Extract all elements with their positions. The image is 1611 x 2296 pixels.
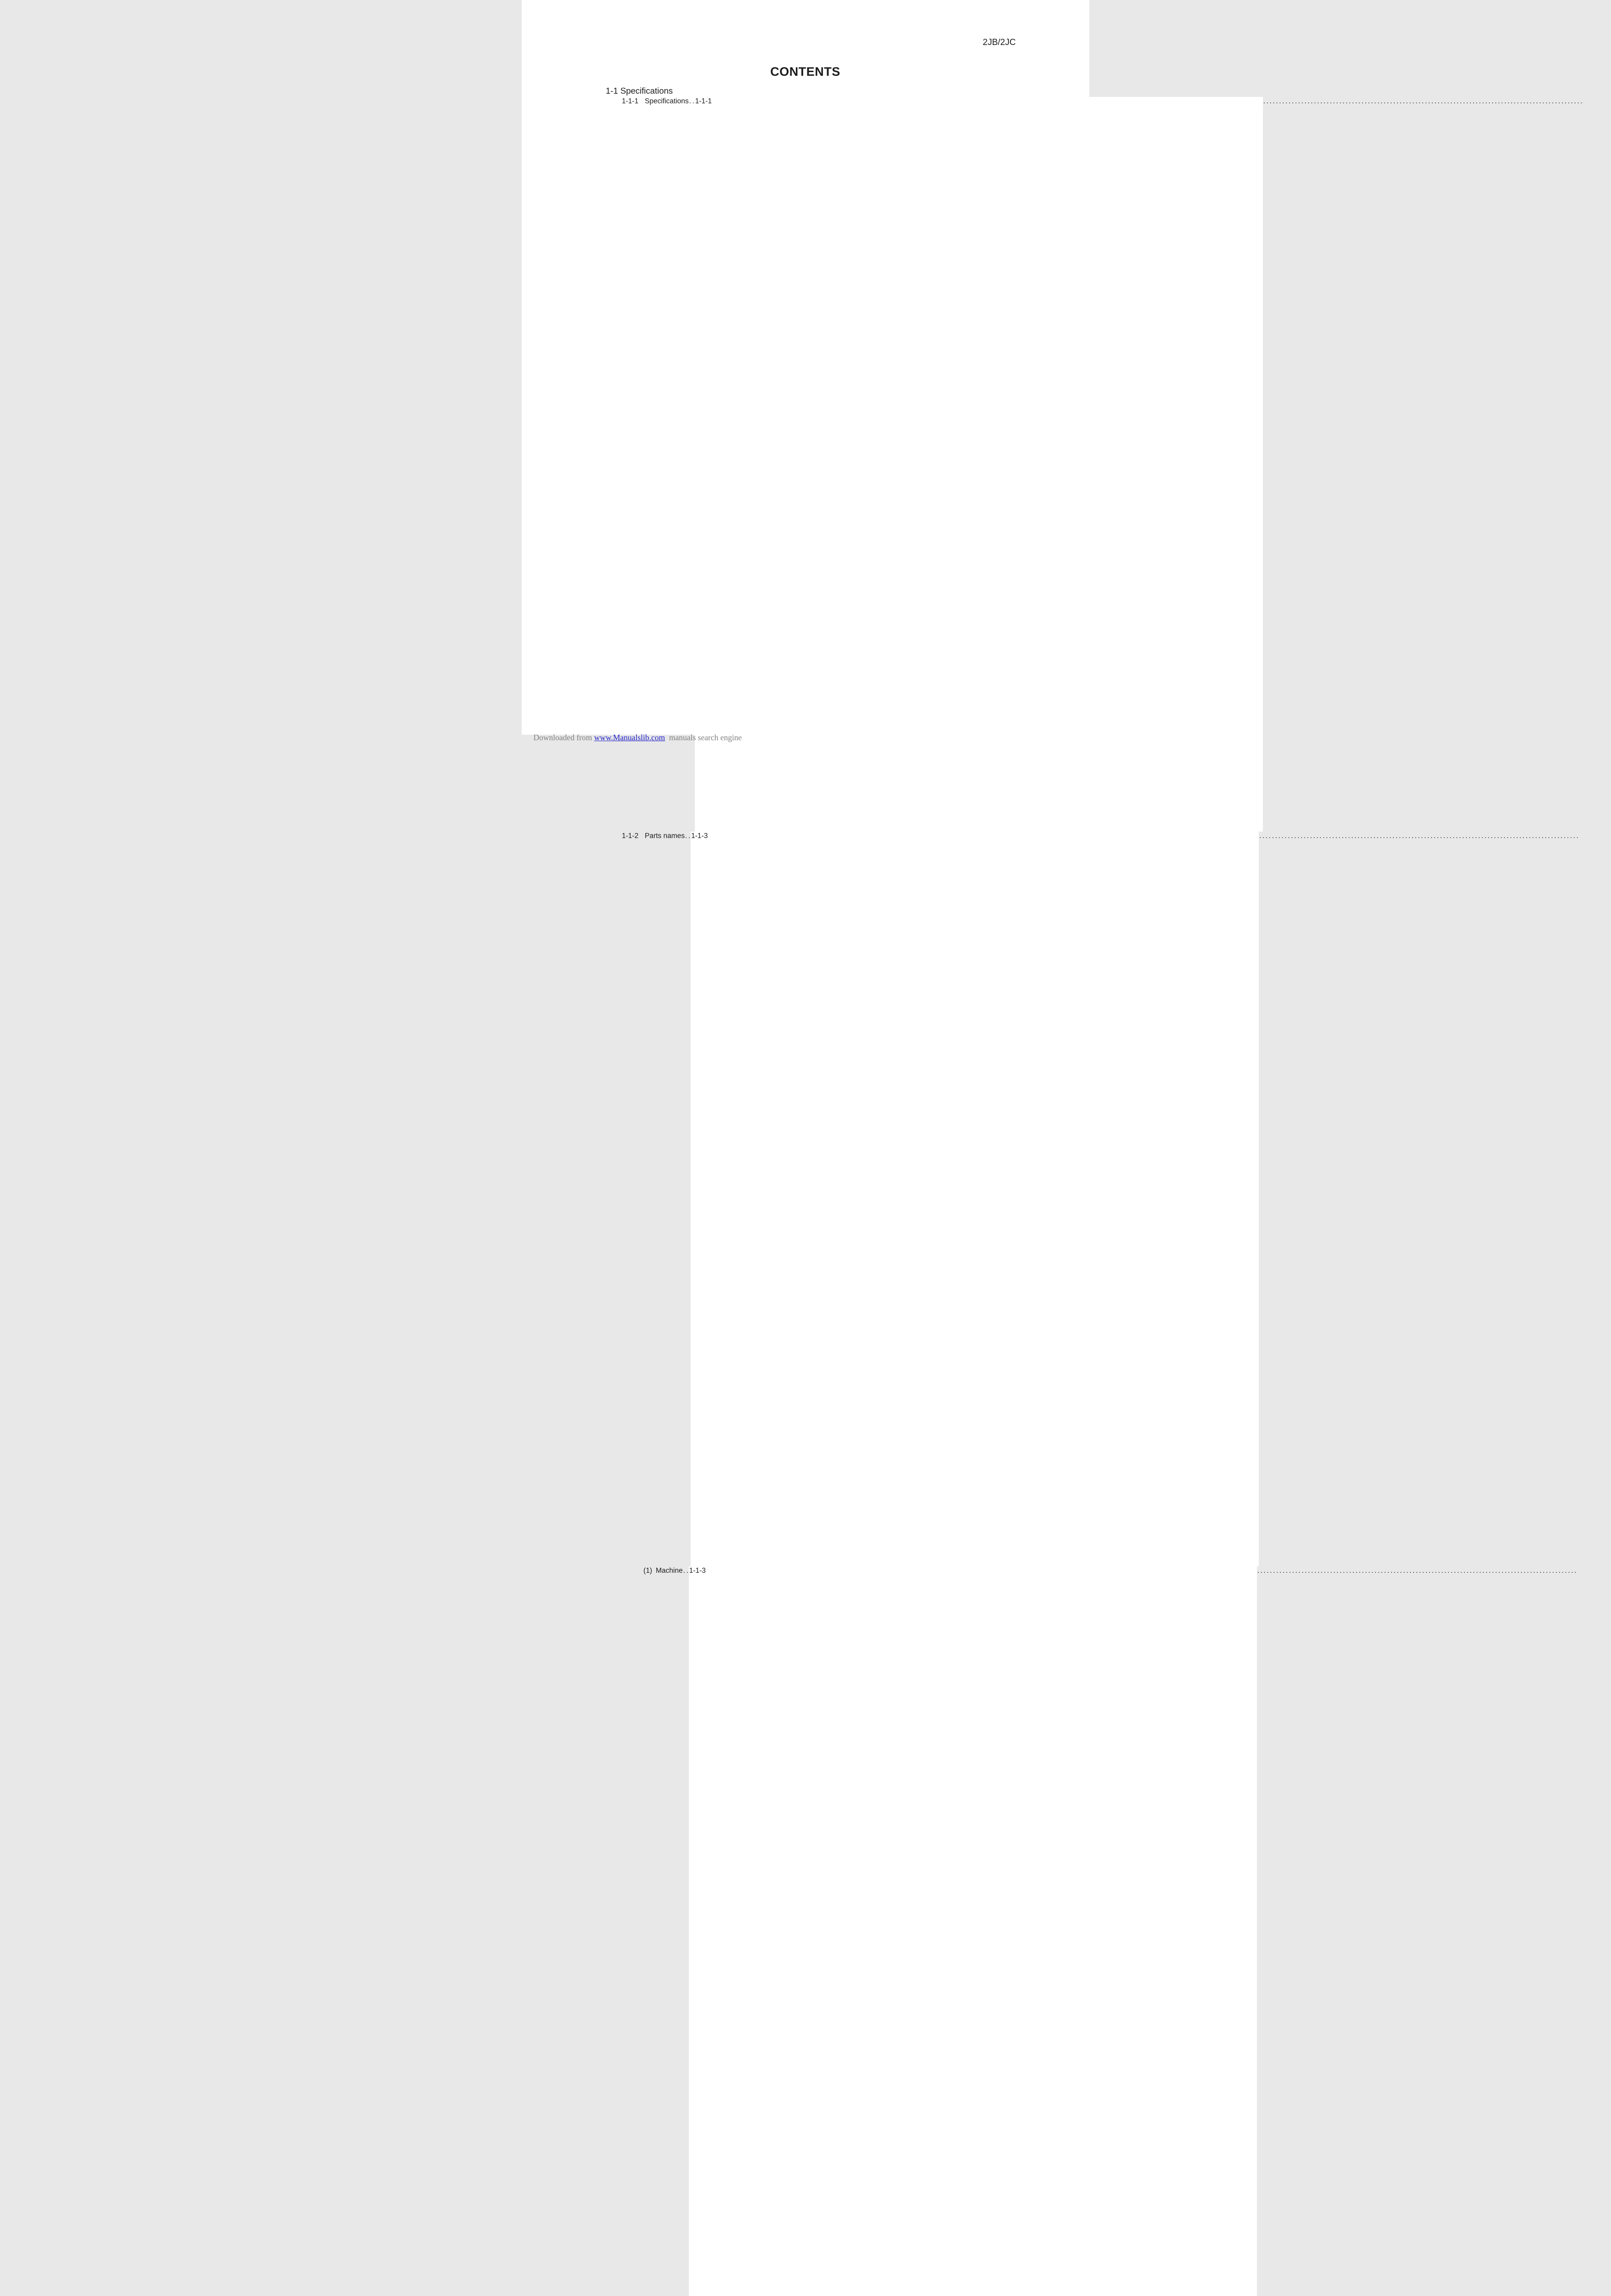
entry-page-number: 1-1-3 [689, 1566, 1257, 2296]
toc-section [606, 85, 1015, 2296]
table-of-contents [606, 85, 1015, 2296]
page-title: CONTENTS [770, 65, 840, 79]
dot-leader [689, 97, 694, 107]
entry-label: Machine [656, 1567, 683, 1575]
entry-page-number: 1-1-1 [695, 97, 1263, 832]
toc-entry [606, 97, 1015, 832]
footer-suffix-text: manuals search engine [665, 733, 742, 742]
entry-page-number: 1-1-3 [691, 832, 1259, 1566]
section-heading: 1-1 Specifications [606, 86, 673, 96]
footer-prefix-text: Downloaded from [533, 733, 594, 742]
footer-credit [525, 723, 742, 752]
entry-number: 1-1-1 [622, 97, 639, 105]
entry-number: 1-1-2 [622, 832, 639, 840]
entry-label: Parts names [645, 832, 685, 840]
section-entries [606, 97, 1015, 2296]
document-code: 2JB/2JC [983, 38, 1016, 47]
toc-entry [606, 1566, 1015, 2296]
document-page [522, 0, 1089, 1575]
toc-entry [606, 832, 1015, 1566]
entry-label: Specifications [645, 97, 689, 105]
dot-leader [683, 1566, 688, 1576]
manualslib-link[interactable]: www.Manualslib.com [594, 733, 665, 742]
entry-number: (1) [643, 1567, 652, 1575]
dot-leader [685, 832, 690, 841]
